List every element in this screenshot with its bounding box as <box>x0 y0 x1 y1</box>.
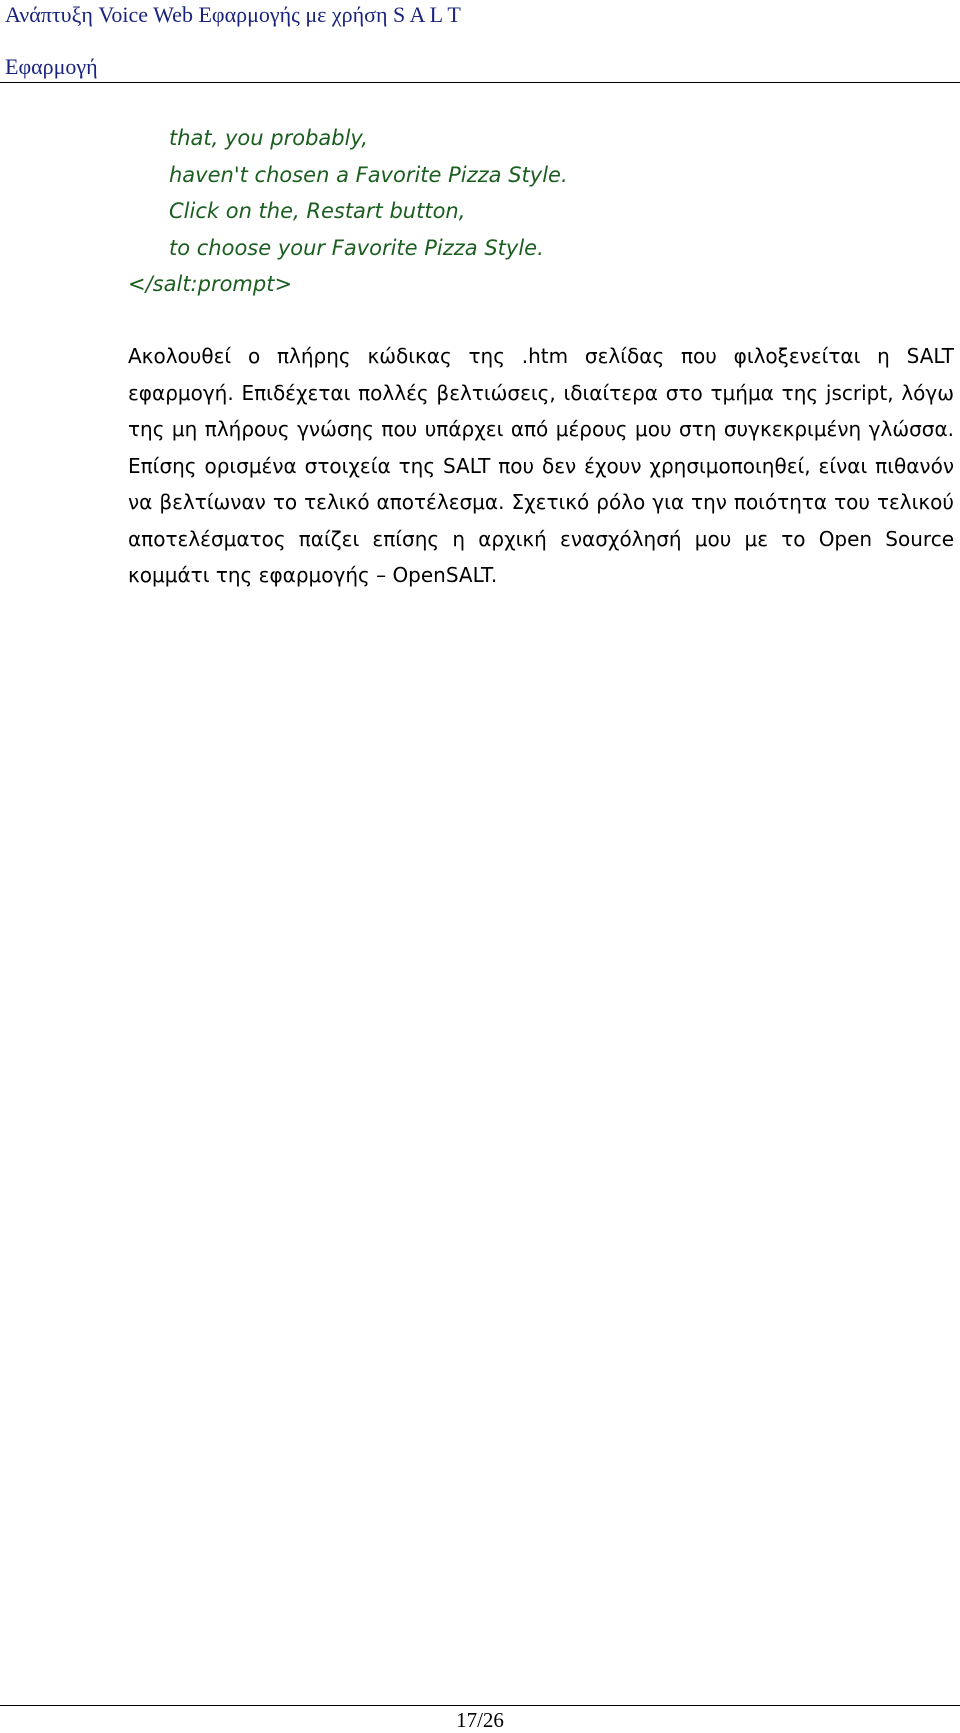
code-line: to choose your Favorite Pizza Style. <box>169 235 544 260</box>
section-title: Εφαρμογή <box>5 54 98 79</box>
body-paragraph: Ακολουθεί ο πλήρης κώδικας της .htm σελίδας που φιλοξενείται η SALT εφαρμογή. Επιδέχεται πολλές βελτιώσεις, ιδιαίτερα στο τμήμα της jscript, λόγω της μη πλήρους γνώσης που υπάρχει από μέρους μου στη συγκεκριμένη γλώσσα. Επίσης ορισμένα στοιχεία της SALT που δεν έχουν χρησιμοποιηθεί, είναι πιθανόν να βελτίωναν το τελικό αποτέλεσμα. Σχετικό ρόλο για την ποιότητα του τελικού αποτελέσματος παίζει επίσης η αρχική ενασχόλησή μου με το Open Source κομμάτι της εφαρμογής – OpenSALT. <box>128 344 954 587</box>
header-divider <box>0 82 960 83</box>
code-line: haven't chosen a Favorite Pizza Style. <box>169 162 568 187</box>
code-line: </salt:prompt> <box>128 272 293 296</box>
code-line: that, you probably, <box>169 126 368 150</box>
code-line: Click on the, Restart button, <box>169 199 466 223</box>
page-number: 17/26 <box>456 1708 504 1732</box>
code-snippet <box>128 120 568 303</box>
document-title: Ανάπτυξη Voice Web Εφαρμογής με χρήση S A L T <box>5 2 461 27</box>
footer-divider <box>0 1705 960 1706</box>
